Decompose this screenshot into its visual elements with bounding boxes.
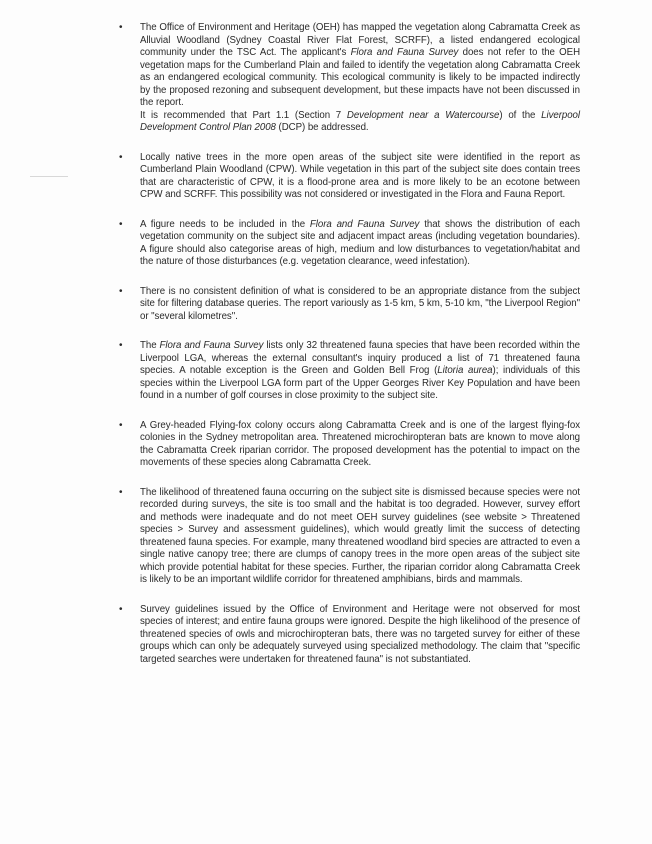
margin-mark [30,176,68,177]
italic-text: Flora and Fauna Survey [350,47,459,58]
text-run: lists only 32 threatened fauna species that have been recorded within the Liverpool LGA, whereas the external consultant's inquiry produced a list of 71 threatened fauna species. A notable exception is the Green and Golden Bell Frog ( [140,340,580,376]
text-run: Survey guidelines issued by the Office of Environment and Heritage were not observed for most species of interest; and entire fauna groups were ignored. Despite the high likelihood of the presence of threatened species of owls and microchiropteran bats, there was no targeted survey for either of these groups which can only be adequately surveyed using specialized methodology. The claim that "specific targeted searches were undertaken for threatened fauna" is not substantiated. [140,603,580,665]
bullet-icon: • [119,603,123,615]
italic-text: Litoria aurea [437,365,493,376]
text-run: A figure needs to be included in the [140,218,310,230]
bullet-item [118,219,580,269]
text-run: A Grey-headed Flying-fox colony occurs along Cabramatta Creek and is one of the largest flying-fox colonies in the Sydney metropolitan area. Threatened microchiropteran bats are known to move along the Cabramatta Creek riparian corridor. The proposed development has the potential to impact on the movements of these species along Cabramatta Creek. [140,419,580,468]
italic-text: Flora and Fauna Survey [309,218,420,230]
text-run: does not refer to the OEH vegetation maps for the Cumberland Plain and failed to identify the vegetation along Cabramatta Creek as an endangered ecological community. This ecological community is likely to be impacted indirectly by the proposed rezoning and subsequent development, but these impacts have not been discussed in the report. [140,47,581,108]
bullet-icon: • [119,486,123,498]
italic-text: Development near a Watercourse [346,109,500,121]
bullet-icon: • [119,151,123,163]
text-run: that shows the distribution of each vegetation community on the subject site and adjacent impact areas (including vegetation boundaries). A figure should also categorise areas of high, medium and low disturbances to vegetation/habitat and the nature of those disturbances (e.g. vegetation clearance, weed infestation). [140,218,581,267]
bullet-icon: • [119,218,123,230]
paragraph [140,420,580,470]
bullet-icon: • [119,285,123,297]
bullet-icon: • [119,22,123,33]
paragraph [140,286,580,324]
bullet-item [118,152,580,202]
text-run: (DCP) be addressed. [275,122,369,133]
italic-text: Liverpool Development Control Plan 2008 [140,109,580,133]
text-run: ); individuals of this species within the Liverpool LGA form part of the Upper Georges River Key Population and have been found in a number of golf courses in close proximity to the subject site. [140,365,580,401]
italic-text: Flora and Fauna Survey [159,340,264,351]
text-run: It is recommended that Part 1.1 (Section 7 [140,109,347,121]
text-run: The likelihood of threatened fauna occurring on the subject site is dismissed because species were not recorded during surveys, the site is too small and the habitat is too degraded. However, survey effort and methods were inadequate and do not meet OEH survey guidelines (see website > Threatened species > Survey and assessment guidelines), which would greatly limit the success of detecting threatened fauna species. For example, many threatened woodland bird species are attracted to even a single native canopy tree; there are clumps of canopy trees in the more open areas of the subject site which provide potential habitat for these species. Further, the riparian corridor along Cabramatta Creek is likely to be an important wildlife corridor for threatened amphibians, birds and mammals. [140,486,580,585]
bullet-icon: • [119,419,123,431]
paragraph [140,219,580,269]
text-run: ) of the [499,109,542,121]
paragraph [140,152,580,202]
text-run: The [140,340,160,351]
text-run: Locally native trees in the more open areas of the subject site were identified in the report as Cumberland Plain Woodland (CPW). While vegetation in this part of the subject site does contain trees that are characteristic of CPW, it is a flood-prone area and is more likely to be an ecotone between CPW and SCRFF. This possibility was not considered or investigated in the Flora and Fauna Report. [140,151,580,200]
paragraph [140,22,580,110]
paragraph [140,340,580,403]
bullet-item [118,604,580,667]
paragraph [140,604,580,667]
paragraph [140,487,580,587]
bullet-list [118,22,580,683]
bullet-icon: • [119,340,123,351]
bullet-item [118,22,580,135]
text-run: There is no consistent definition of what is considered to be an appropriate distance from the subject site for filtering database queries. The report variously as 1-5 km, 5 km, 5-10 km, "the Liverpool Region" or "several kilometres". [140,285,580,322]
bullet-item [118,420,580,470]
text-run: The Office of Environment and Heritage (OEH) has mapped the vegetation along Cabramatta Creek as Alluvial Woodland (Sydney Coastal River Flat Forest, SCRFF), a listed endangered ecological community under the TSC Act. The applicant's [140,22,580,58]
bullet-item [118,340,580,403]
bullet-item [118,286,580,324]
paragraph [140,110,580,135]
bullet-item [118,487,580,587]
